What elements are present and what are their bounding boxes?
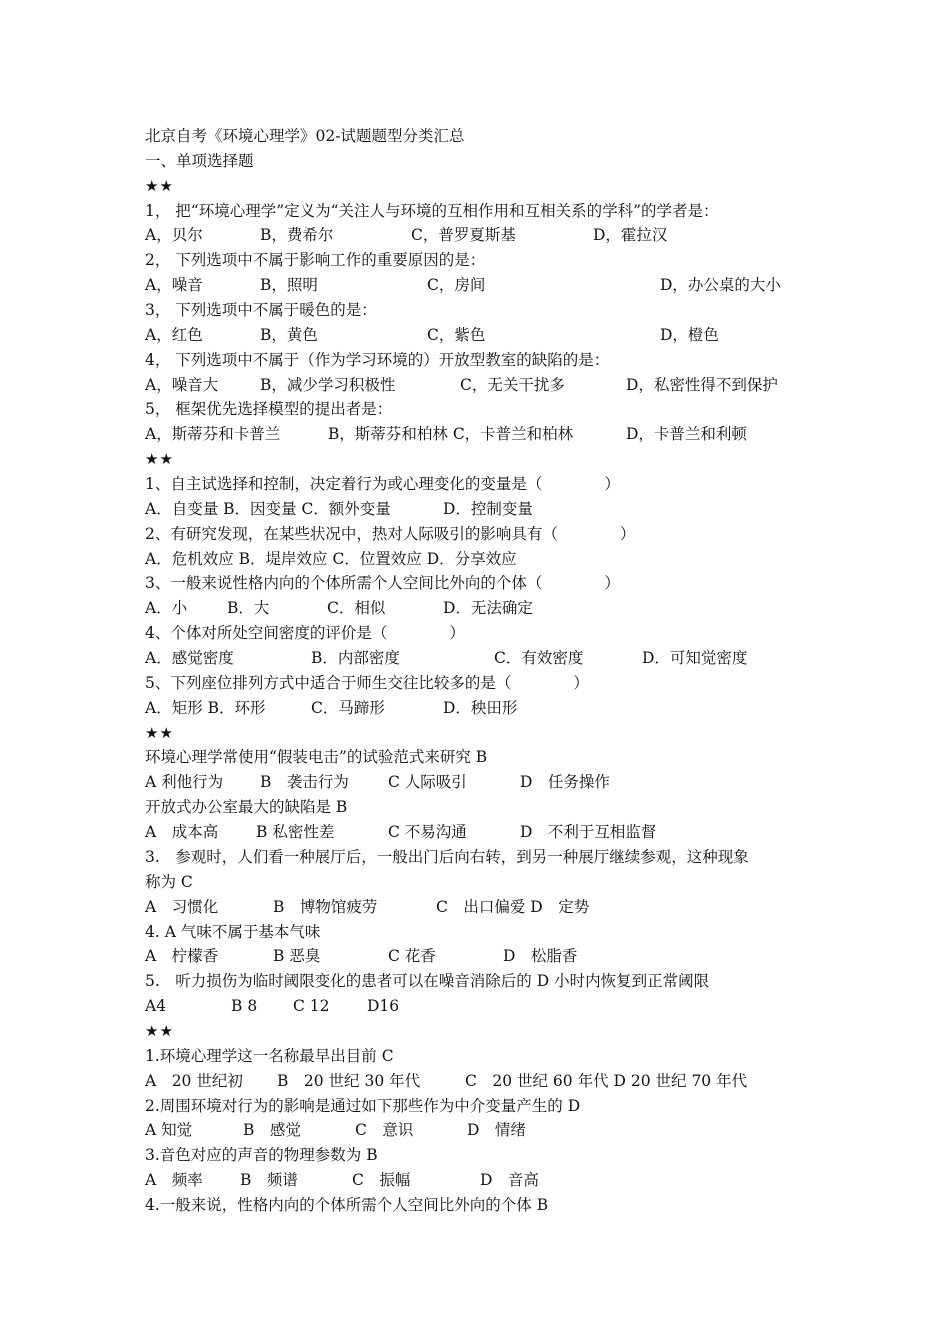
question-text: 5、下列座位排列方式中适合于师生交往比较多的是（ ） (145, 673, 589, 692)
option-d: D，橙色 (660, 325, 719, 344)
question-text: 3、一般来说性格内向的个体所需个人空间比外向的个体（ ） (145, 574, 620, 593)
answer-options (145, 895, 825, 920)
option-abcd: A．危机效应 B．堤岸效应 C．位置效应 D．分享效应 (145, 549, 517, 568)
option-c: C 12 (293, 997, 330, 1016)
option-d: D 松脂香 (503, 947, 578, 966)
option-d: D 任务操作 (520, 773, 610, 792)
option-b: B 恶臭 (273, 947, 321, 966)
question-text: 2， 下列选项中不属于影响工作的重要原因的是： (145, 251, 486, 270)
star-rating: ★★ (145, 1021, 174, 1040)
answer-options (145, 547, 825, 572)
option-b: B 8 (231, 997, 258, 1016)
option-a: A 频率 (145, 1171, 203, 1190)
question-text: 2.周围环境对行为的影响是通过如下那些作为中介变量产生的 D (145, 1096, 581, 1115)
answer-options (145, 323, 825, 348)
answer-options (145, 273, 825, 298)
answer-options (145, 223, 825, 248)
option-d: D，卡普兰和利顿 (626, 425, 747, 444)
option-b: B 感觉 (243, 1121, 301, 1140)
question-text: 1、自主试选择和控制，决定着行为或心理变化的变量是（ ） (145, 475, 620, 494)
option-abc: A．自变量 B．因变量 C．额外变量 (145, 499, 391, 518)
option-b: B，黄色 (260, 325, 318, 344)
answer-options (145, 497, 825, 522)
option-b: B 袭击行为 (260, 773, 349, 792)
option-a: A，红色 (145, 325, 203, 344)
question-text: 3. 参观时，人们看一种展厅后，一般出门后向右转，到另一种展厅继续参观，这种现象 (145, 847, 749, 866)
option-a: A 20 世纪初 (145, 1071, 243, 1090)
option-a: A 成本高 (145, 823, 219, 842)
question-text: 1， 把“环境心理学”定义为“关注人与环境的互相作用和互相关系的学科”的学者是： (145, 201, 719, 220)
option-d: D，私密性得不到保护 (626, 375, 778, 394)
option-b: B，斯蒂芬和柏林 C，卡普兰和柏林 (328, 425, 574, 444)
option-c: C．马蹄形 (311, 698, 385, 717)
document-title: 北京自考《环境心理学》02-试题题型分类汇总 (145, 127, 465, 145)
question-text: 3.音色对应的声音的物理参数为 B (145, 1146, 378, 1165)
option-a: A4 (145, 997, 167, 1016)
star-rating: ★★ (145, 723, 174, 742)
answer-options (145, 944, 825, 969)
option-b: B，费希尔 (260, 226, 334, 245)
option-b: B，照明 (260, 276, 318, 295)
option-a: A．感觉密度 (145, 649, 234, 668)
option-a: A，噪音 (145, 276, 203, 295)
answer-options (145, 696, 825, 721)
question-text: 开放式办公室最大的缺陷是 B (145, 798, 348, 817)
option-d: D，办公桌的大小 (660, 276, 781, 295)
option-cd: C 出口偏爱 D 定势 (436, 897, 590, 916)
option-d: D．秧田形 (443, 698, 518, 717)
option-d: D，霍拉汉 (593, 226, 668, 245)
option-a: A，贝尔 (145, 226, 203, 245)
question-text: 5. 听力损伤为临时阈限变化的患者可以在噪音消除后的 D 小时内恢复到正常阈限 (145, 972, 710, 991)
question-text: 4. A 气味不属于基本气味 (145, 922, 321, 941)
option-a: A，噪音大 (145, 375, 219, 394)
answer-options (145, 1118, 825, 1143)
question-text: 4.一般来说，性格内向的个体所需个人空间比外向的个体 B (145, 1195, 549, 1214)
option-d: D 不利于互相监督 (520, 823, 657, 842)
question-text: 2、有研究发现，在某些状况中，热对人际吸引的影响具有（ ） (145, 524, 636, 543)
option-b: B，减少学习积极性 (260, 375, 396, 394)
question-text: 3， 下列选项中不属于暖色的是： (145, 301, 377, 320)
option-c: C．有效密度 (494, 649, 584, 668)
option-c: C，紫色 (427, 325, 486, 344)
answer-options (145, 1168, 825, 1193)
option-cd: C 20 世纪 60 年代 D 20 世纪 70 年代 (465, 1071, 748, 1090)
question-text: 称为 C (145, 872, 193, 891)
answer-options (145, 596, 825, 621)
answer-options (145, 646, 825, 671)
answer-options (145, 770, 825, 795)
answer-options (145, 1069, 825, 1094)
option-b: B 私密性差 (256, 823, 335, 842)
question-text: 4， 下列选项中不属于（作为学习环境的）开放型教室的缺陷的是： (145, 350, 610, 369)
question-text: 环境心理学常使用“假装电击”的试验范式来研究 B (145, 748, 488, 767)
option-c: C 花香 (388, 947, 436, 966)
star-rating: ★★ (145, 176, 174, 195)
answer-options (145, 994, 825, 1019)
option-a: A 柠檬香 (145, 947, 219, 966)
option-c: C 振幅 (352, 1171, 411, 1190)
option-a: A．小 (145, 599, 188, 618)
answer-options (145, 820, 825, 845)
option-b: B 20 世纪 30 年代 (277, 1071, 421, 1090)
option-a: A 利他行为 (145, 773, 224, 792)
question-text: 5， 框架优先选择模型的提出者是： (145, 400, 393, 419)
option-d: D 情绪 (467, 1121, 526, 1140)
answer-options (145, 422, 825, 447)
option-d: D16 (367, 997, 400, 1016)
option-d: D．控制变量 (443, 499, 533, 518)
option-c: C 不易沟通 (388, 823, 467, 842)
answer-options (145, 373, 825, 398)
option-c: C，无关干扰多 (460, 375, 565, 394)
document-body (145, 124, 825, 1218)
option-c: C，房间 (427, 276, 486, 295)
option-b: B．大 (227, 599, 270, 618)
option-d: D．可知觉密度 (642, 649, 748, 668)
option-c: C 意识 (355, 1121, 414, 1140)
option-d: D．无法确定 (443, 599, 533, 618)
option-c: C．相似 (327, 599, 386, 618)
option-a: A 知觉 (145, 1121, 193, 1140)
option-b: B 频谱 (240, 1171, 298, 1190)
option-a: A，斯蒂芬和卡普兰 (145, 425, 281, 444)
option-ab: A．矩形 B．环形 (145, 698, 266, 717)
option-c: C 人际吸引 (388, 773, 467, 792)
option-c: C，普罗夏斯基 (411, 226, 516, 245)
question-text: 4、个体对所处空间密度的评价是（ ） (145, 624, 465, 643)
option-b: B．内部密度 (311, 649, 400, 668)
star-rating: ★★ (145, 450, 174, 469)
option-a: A 习惯化 (145, 897, 219, 916)
question-text: 1.环境心理学这一名称最早出目前 C (145, 1046, 394, 1065)
option-b: B 博物馆疲劳 (273, 897, 378, 916)
section-heading: 一、单项选择题 (145, 151, 254, 170)
option-d: D 音高 (480, 1171, 539, 1190)
